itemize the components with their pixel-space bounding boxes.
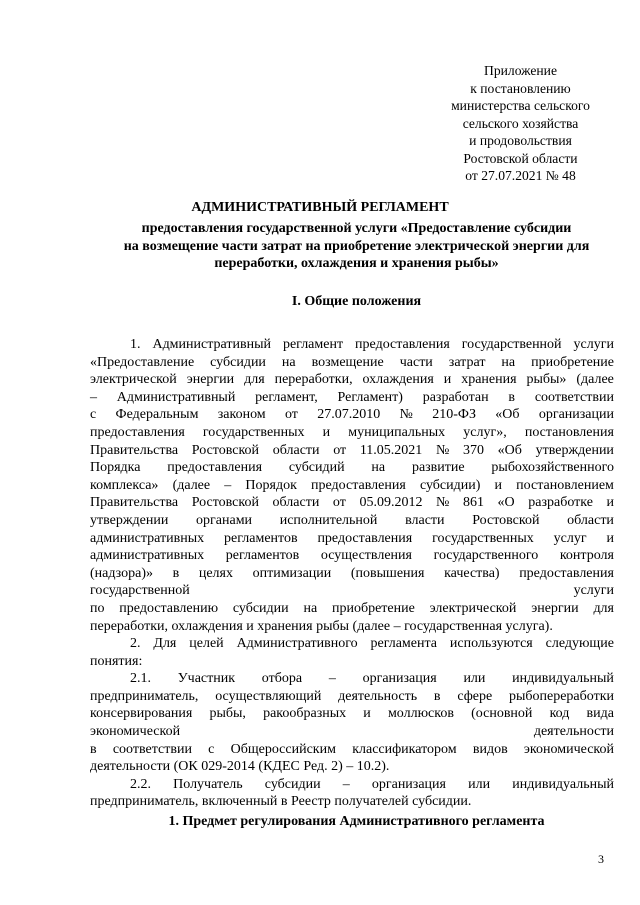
page-number: 3 xyxy=(598,852,604,866)
appendix-line: Ростовской области xyxy=(463,150,578,166)
subtitle-line: предоставления государственной услуги «Предоставление субсидии xyxy=(141,221,572,236)
body-line: предприниматель, включенный в Реестр получателей субсидии. xyxy=(90,794,472,810)
body-line: Правительства Ростовской области от 05.09.2012 № 861 «О разработке и xyxy=(90,495,614,511)
appendix-line: от 27.07.2021 № 48 xyxy=(465,168,576,183)
body-line: 2. Для целей Административного регламента используются следующие xyxy=(130,636,614,652)
body-line: с Федеральным законом от 27.07.2010 № 210-ФЗ «Об организации xyxy=(90,407,614,423)
subtitle-line: переработки, охлаждения и хранения рыбы» xyxy=(214,256,499,271)
body-line: 1. Административный регламент предоставления государственной услуги xyxy=(130,337,614,352)
body-line: (надзора)» в целях оптимизации (повышения качества) предоставления xyxy=(90,565,614,581)
body-line: государственной услуги xyxy=(90,583,614,599)
body-line: административных регламентов осуществления государственного контроля xyxy=(90,548,614,564)
body-line: утверждении органами исполнительной власти Ростовской области xyxy=(90,512,614,528)
body-line: экономической деятельности xyxy=(90,724,614,740)
section-heading-subject: 1. Предмет регулирования Административного регламента xyxy=(168,814,545,829)
body-line: в соответствии с Общероссийским классификатором видов экономической xyxy=(90,741,614,757)
body-line: электрической энергии для переработки, охлаждения и хранения рыбы» (далее xyxy=(90,372,614,388)
body-line: деятельности (ОК 029-2014 (КДЕС Ред. 2) – 10.2). xyxy=(90,759,390,775)
document-title: АДМИНИСТРАТИВНЫЙ РЕГЛАМЕНТ xyxy=(191,200,449,215)
appendix-line: Приложение xyxy=(484,63,557,78)
appendix-line: к постановлению xyxy=(470,80,571,96)
document-subtitle xyxy=(90,220,623,273)
body-line: комплекса» (далее – Порядок предоставления субсидии) и постановлением xyxy=(90,477,614,493)
body-line: консервирования рыбы, ракообразных и моллюсков (основной код вида xyxy=(90,706,614,722)
body-line: по предоставлению субсидии на приобретение электрической энергии для xyxy=(90,600,614,616)
appendix-line: и продовольствия xyxy=(469,133,572,148)
subtitle-line: на возмещение части затрат на приобретение электрической энергии для xyxy=(123,238,590,254)
appendix-line: министерства сельского xyxy=(451,98,590,113)
body-line: понятия: xyxy=(90,653,143,669)
body-line: 2.2. Получатель субсидии – организация или индивидуальный xyxy=(130,776,614,792)
body-line: – Административный регламент, Регламент) разработан в соответствии xyxy=(90,389,614,405)
section-heading-general: I. Общие положения xyxy=(291,294,422,309)
appendix-block xyxy=(418,62,623,185)
appendix-line: сельского хозяйства xyxy=(462,115,579,131)
body-line: Правительства Ростовской области от 11.05.2021 № 370 «Об утверждении xyxy=(90,442,614,458)
body-line: «Предоставление субсидии на возмещение части затрат на приобретение xyxy=(90,354,614,370)
body-line: предоставления государственных и муниципальных услуг», постановления xyxy=(90,424,614,440)
body-text xyxy=(90,336,614,811)
body-line: административных регламентов предоставления государственных услуг и xyxy=(90,530,614,546)
body-line: предприниматель, осуществляющий деятельность в сфере рыбопереработки xyxy=(90,688,614,704)
body-line: Порядка предоставления субсидий на развитие рыбохозяйственного xyxy=(90,460,614,476)
body-line: 2.1. Участник отбора – организация или индивидуальный xyxy=(130,671,614,687)
body-line: переработки, охлаждения и хранения рыбы (далее – государственная услуга). xyxy=(90,618,553,634)
